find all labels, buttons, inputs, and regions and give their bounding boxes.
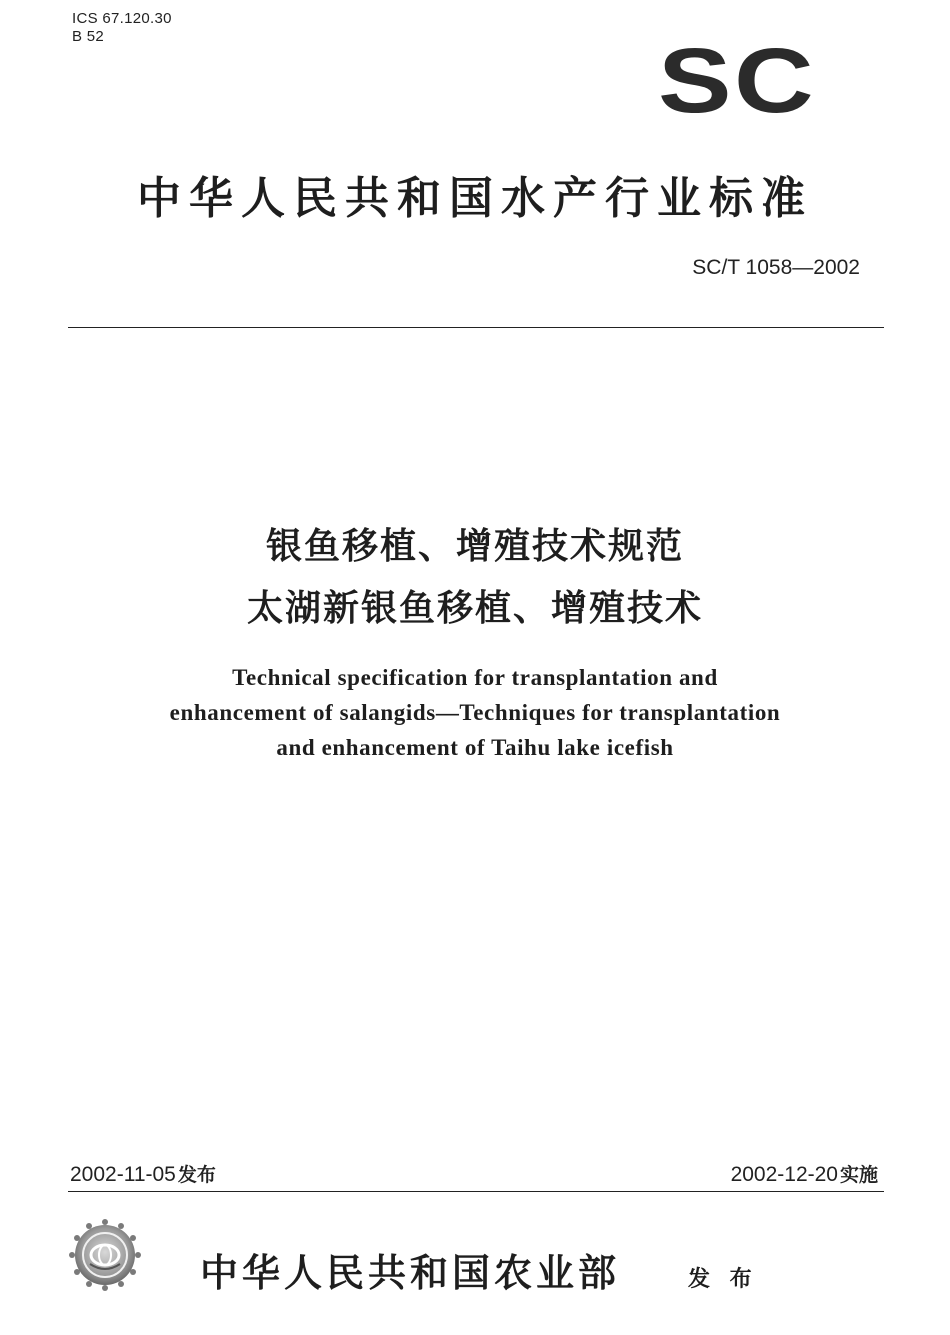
publisher-name: 中华人民共和国农业部	[200, 1251, 621, 1295]
publisher-emblem-icon	[68, 1218, 142, 1292]
publish-label: 发 布	[688, 1267, 758, 1292]
issue-date-block	[70, 1160, 216, 1187]
en-title-line-3: and enhancement of Taihu lake icefish	[276, 735, 674, 760]
cn-title-line-1: 银鱼移植、增殖技术规范	[265, 526, 684, 567]
implement-date: 2002-12-20	[730, 1163, 838, 1186]
classification-codes	[72, 10, 172, 46]
en-title-line-1: Technical specification for transplantation and	[232, 665, 718, 690]
standard-title: 中华人民共和国水产行业标准	[137, 173, 813, 224]
ics-code: ICS 67.120.30	[72, 10, 172, 27]
implement-date-block	[731, 1160, 878, 1187]
cn-title-line-2: 太湖新银鱼移植、增殖技术	[246, 588, 703, 629]
sc-logo-icon	[656, 40, 818, 118]
implement-label: 实施	[839, 1164, 878, 1186]
issue-label: 发布	[177, 1164, 216, 1186]
issue-date: 2002-11-05	[70, 1163, 176, 1186]
standard-number: SC/T 1058—2002	[692, 256, 860, 279]
top-divider	[68, 327, 884, 328]
category-code: B 52	[72, 28, 105, 45]
svg-text:SC: SC	[658, 40, 816, 118]
en-title-line-2: enhancement of salangids—Techniques for transplantation	[169, 700, 781, 725]
bottom-divider	[68, 1191, 884, 1192]
